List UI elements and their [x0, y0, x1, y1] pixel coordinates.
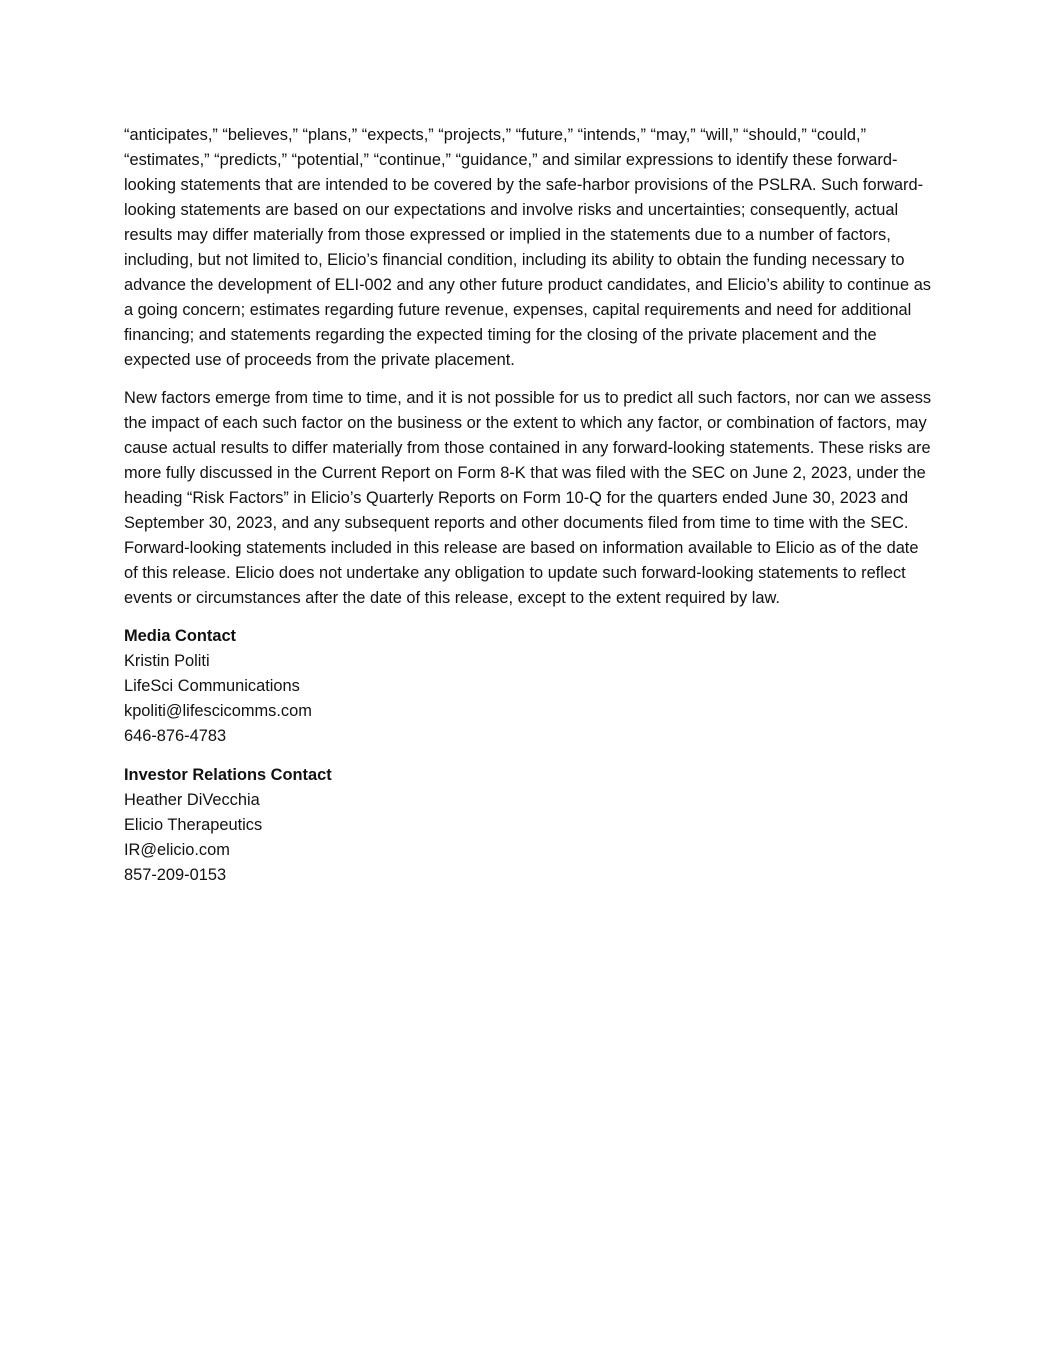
media-contact-name: Kristin Politi — [124, 652, 210, 670]
media-contact-email: kpoliti@lifescicomms.com — [124, 702, 312, 720]
risk-factors-paragraph: New factors emerge from time to time, and it is not possible for us to predict all such factors, nor can we assess the impact of each such factor on the business or the extent to which any factor, or combination of factors, may cause actual results to differ materially from those contained in any forward-looking statements. These risks are more fully discussed in the Current Report on Form 8-K that was filed with the SEC on June 2, 2023, under the heading “Risk Factors” in Elicio’s Quarterly Reports on Form 10-Q for the quarters ended June 30, 2023 and September 30, 2023, and any subsequent reports and other documents filed from time to time with the SEC. Forward-looking statements included in this release are based on information available to Elicio as of the date of this release. Elicio does not undertake any obligation to update such forward-looking statements to reflect events or circumstances after the date of this release, except to the extent required by law. — [124, 389, 932, 607]
media-contact-company: LifeSci Communications — [124, 677, 300, 695]
forward-looking-paragraph: “anticipates,” “believes,” “plans,” “expects,” “projects,” “future,” “intends,” “may,” “will,” “should,” “could,” “estimates,” “predicts,” “potential,” “continue,” “guidance,” and similar expressions to identify these forward-looking statements that are intended to be covered by the safe-harbor provisions of the PSLRA. Such forward-looking statements are based on our expectations and involve risks and uncertainties; consequently, actual results may differ materially from those expressed or implied in the statements due to a number of factors, including, but not limited to, Elicio’s financial condition, including its ability to obtain the funding necessary to advance the development of ELI-002 and any other future product candidates, and Elicio’s ability to continue as a going concern; estimates regarding future revenue, expenses, capital requirements and need for additional financing; and statements regarding the expected timing for the closing of the private placement and the expected use of proceeds from the private placement. — [124, 126, 932, 369]
media-contact-heading: Media Contact — [124, 627, 237, 645]
investor-contact-phone: 857-209-0153 — [124, 866, 227, 884]
media-contact-phone: 646-876-4783 — [124, 727, 227, 745]
investor-contact-name: Heather DiVecchia — [124, 791, 260, 809]
document-page — [124, 123, 936, 902]
investor-contact-company: Elicio Therapeutics — [124, 816, 263, 834]
media-contact-block — [124, 624, 936, 749]
investor-contact-email: IR@elicio.com — [124, 841, 230, 859]
investor-contact-block — [124, 763, 936, 888]
investor-contact-heading: Investor Relations Contact — [124, 766, 332, 784]
